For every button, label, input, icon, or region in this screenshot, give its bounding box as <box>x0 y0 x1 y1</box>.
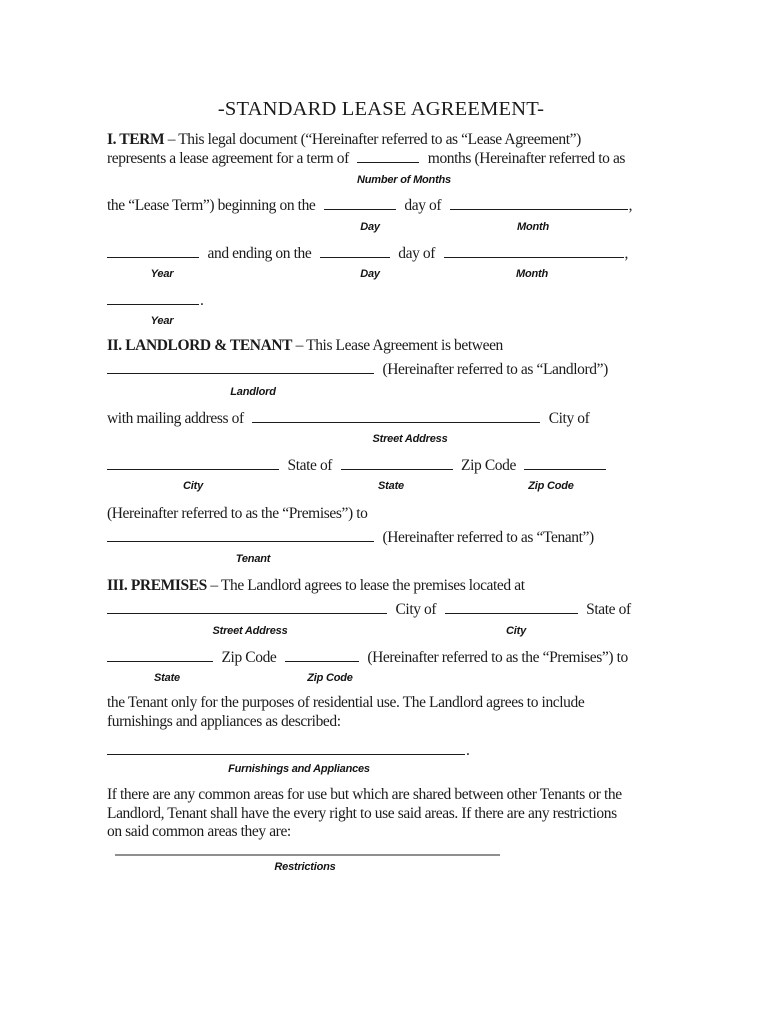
field-label-street-address: Street Address <box>212 625 288 637</box>
furnishings-blank[interactable] <box>107 741 465 755</box>
term-begin-comma: , <box>628 197 633 214</box>
premises-zip-code-text: Zip Code <box>221 649 277 666</box>
premises-to-line <box>107 504 367 523</box>
furnishings-line <box>107 741 469 760</box>
term-number-of-months-blank[interactable] <box>357 149 419 163</box>
tenant-suffix-text: (Hereinafter referred to as “Tenant”) <box>382 529 594 546</box>
term-begin-line <box>107 196 632 215</box>
term-begin-year-blank[interactable] <box>107 244 199 258</box>
common-areas-paragraph <box>107 786 622 842</box>
field-label-day: Day <box>360 268 380 280</box>
premises-street-address-blank[interactable] <box>107 600 387 614</box>
field-label-restrictions: Restrictions <box>274 861 336 873</box>
term-end-month-blank[interactable] <box>444 244 624 258</box>
section-iii-intro-line <box>107 576 525 595</box>
residential-use-paragraph <box>107 694 584 731</box>
term-end-year-line <box>107 291 203 310</box>
field-label-street-address: Street Address <box>372 433 448 445</box>
field-label-number-of-months: Number of Months <box>357 174 451 186</box>
section-ii-heading: II. LANDLORD & TENANT <box>107 337 293 354</box>
furnishings-period: . <box>466 742 470 759</box>
section-i-heading: I. TERM <box>107 131 165 148</box>
field-label-month: Month <box>517 221 549 233</box>
term-end-line <box>107 244 628 263</box>
page-title: -STANDARD LEASE AGREEMENT- <box>217 98 545 120</box>
premises-city-blank[interactable] <box>445 600 578 614</box>
premises-state-of-text: State of <box>586 601 631 618</box>
landlord-suffix-text: (Hereinafter referred to as “Landlord”) <box>382 361 608 378</box>
section-i-intro-line-1 <box>107 130 581 149</box>
premises-zip-blank[interactable] <box>285 648 359 662</box>
term-begin-day-of-text: day of <box>404 197 442 214</box>
field-label-landlord: Landlord <box>230 386 276 398</box>
mailing-address-pre-text: with mailing address of <box>107 410 244 427</box>
field-label-zip-code: Zip Code <box>528 480 574 492</box>
term-end-comma: , <box>624 245 629 262</box>
residential-use-line-1: the Tenant only for the purposes of residential use. The Landlord agrees to include <box>107 694 585 711</box>
tenant-name-blank[interactable] <box>107 528 374 542</box>
field-label-zip-code: Zip Code <box>307 672 353 684</box>
term-end-year-blank[interactable] <box>107 291 199 305</box>
term-begin-day-blank[interactable] <box>324 196 396 210</box>
landlord-mailing-line <box>107 409 589 428</box>
landlord-state-blank[interactable] <box>341 456 453 470</box>
field-label-city: City <box>183 480 203 492</box>
premises-state-blank[interactable] <box>107 648 213 662</box>
field-label-year: Year <box>150 268 174 280</box>
term-end-text: and ending on the <box>207 245 312 262</box>
residential-use-line-2: furnishings and appliances as described: <box>107 712 341 730</box>
field-label-state: State <box>154 672 180 684</box>
term-begin-text: the “Lease Term”) beginning on the <box>107 197 316 214</box>
common-areas-line-1: If there are any common areas for use but which are shared between other Tenants or the <box>107 786 622 803</box>
section-iii-heading: III. PREMISES <box>107 577 207 594</box>
common-areas-line-3: on said common areas they are: <box>107 823 291 840</box>
tenant-name-line <box>107 528 594 547</box>
term-end-period: . <box>200 292 204 309</box>
section-i-intro-text: – This legal document (“Hereinafter referred to as “Lease Agreement”) <box>167 131 581 148</box>
field-label-day: Day <box>360 221 380 233</box>
term-begin-month-blank[interactable] <box>450 196 628 210</box>
landlord-name-line <box>107 360 608 379</box>
term-months-pre-text: represents a lease agreement for a term of <box>107 150 349 167</box>
common-areas-line-2: Landlord, Tenant shall have the every right to use said areas. If there are any restrictions <box>107 804 617 822</box>
section-i-intro-line-2 <box>107 149 625 168</box>
premises-city-of-text: City of <box>395 601 437 618</box>
field-label-tenant: Tenant <box>235 553 271 565</box>
landlord-city-state-zip-line <box>107 456 611 475</box>
premises-to-text: (Hereinafter referred to as the “Premises”) to <box>107 505 368 522</box>
landlord-name-blank[interactable] <box>107 360 374 374</box>
premises-suffix-text: (Hereinafter referred to as the “Premises”) to <box>367 649 628 666</box>
premises-address-line <box>107 600 631 619</box>
term-end-day-blank[interactable] <box>320 244 390 258</box>
landlord-street-address-blank[interactable] <box>252 409 540 423</box>
field-label-state: State <box>378 480 404 492</box>
term-end-day-of-text: day of <box>398 245 436 262</box>
restrictions-blank[interactable] <box>115 854 500 856</box>
section-iii-intro-text: – The Landlord agrees to lease the premises located at <box>210 577 525 594</box>
section-ii-intro-text: – This Lease Agreement is between <box>295 337 503 354</box>
landlord-zip-code-text: Zip Code <box>461 457 516 474</box>
landlord-city-blank[interactable] <box>107 456 279 470</box>
mailing-city-of-text: City of <box>548 410 590 427</box>
premises-state-zip-line <box>107 648 628 667</box>
field-label-month: Month <box>516 268 548 280</box>
term-months-post-text: months (Hereinafter referred to as <box>427 150 626 167</box>
landlord-state-of-text: State of <box>287 457 333 474</box>
field-label-year: Year <box>150 315 174 327</box>
section-ii-intro-line <box>107 336 503 355</box>
field-label-city: City <box>506 625 526 637</box>
field-label-furnishings-and-appliances: Furnishings and Appliances <box>228 763 370 775</box>
landlord-zip-blank[interactable] <box>524 456 606 470</box>
